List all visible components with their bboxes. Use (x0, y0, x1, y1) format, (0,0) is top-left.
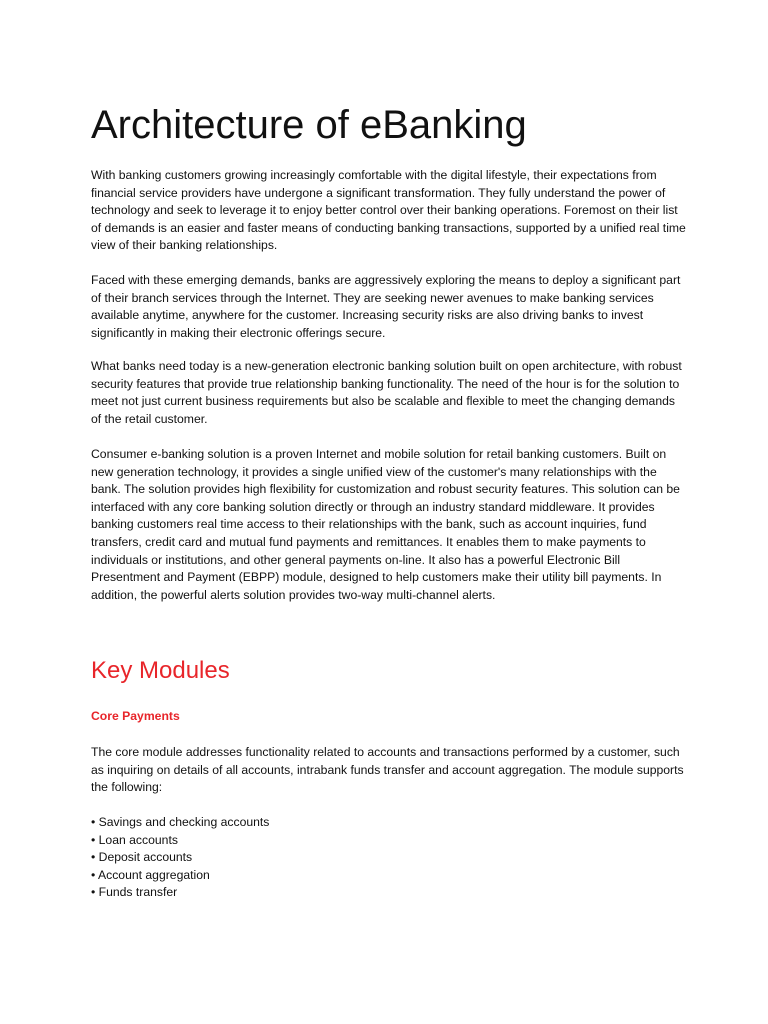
intro-paragraph: With banking customers growing increasingly comfortable with the digital lifestyle, their expectations from financial service providers have undergone a significant transformation. They fully understand the power of technology and seek to leverage it to enjoy better control over their banking operations. Foremost on their list of demands is an easier and faster means of conducting banking transactions, supported by a unified real time view of their banking relationships. (91, 168, 686, 253)
list-item: • Account aggregation (91, 867, 210, 882)
list-item: • Funds transfer (91, 885, 178, 900)
page-title: Architecture of eBanking (91, 103, 527, 147)
subsection-heading-core-payments: Core Payments (91, 709, 180, 723)
section-heading-key-modules: Key Modules (91, 657, 230, 684)
core-module-paragraph: The core module addresses functionality related to accounts and transactions performed by a customer, such as inquiring on details of all accounts, intrabank funds transfer and account aggregation. The module supports the following: (91, 745, 684, 795)
demands-paragraph: Faced with these emerging demands, banks are aggressively exploring the means to deploy a significant part of their branch services through the Internet. They are seeking newer avenues to make banking services available anytime, anywhere for the customer. Increasing security risks are also driving banks to invest significantly in making their electronic offerings secure. (91, 273, 681, 340)
list-item: • Deposit accounts (91, 850, 193, 865)
feature-list (91, 814, 269, 902)
list-item: • Savings and checking accounts (91, 815, 270, 829)
list-item: • Loan accounts (91, 832, 178, 847)
needs-paragraph: What banks need today is a new-generation electronic banking solution built on open architecture, with robust security features that provide true relationship banking functionality. The need of the hour is for the solution to meet not just current business requirements but also be scalable and flexible to meet the changing demands of the retail customer. (91, 359, 682, 426)
solution-paragraph: Consumer e-banking solution is a proven Internet and mobile solution for retail banking customers. Built on new generation technology, it provides a single unified view of the customer's many relationships with the bank. The solution provides high flexibility for customization and robust security features. This solution can be interfaced with any core banking solution directly or through an industry standard middleware. It provides banking customers real time access to their relationships with the bank, such as account inquiries, fund transfers, credit card and mutual fund payments and remittances. It enables them to make payments to individuals or institutions, and other general payments on-line. It also has a powerful Electronic Bill Presentment and Payment (EBPP) module, designed to help customers make their utility bill payments. In addition, the powerful alerts solution provides two-way multi-channel alerts. (91, 447, 680, 602)
